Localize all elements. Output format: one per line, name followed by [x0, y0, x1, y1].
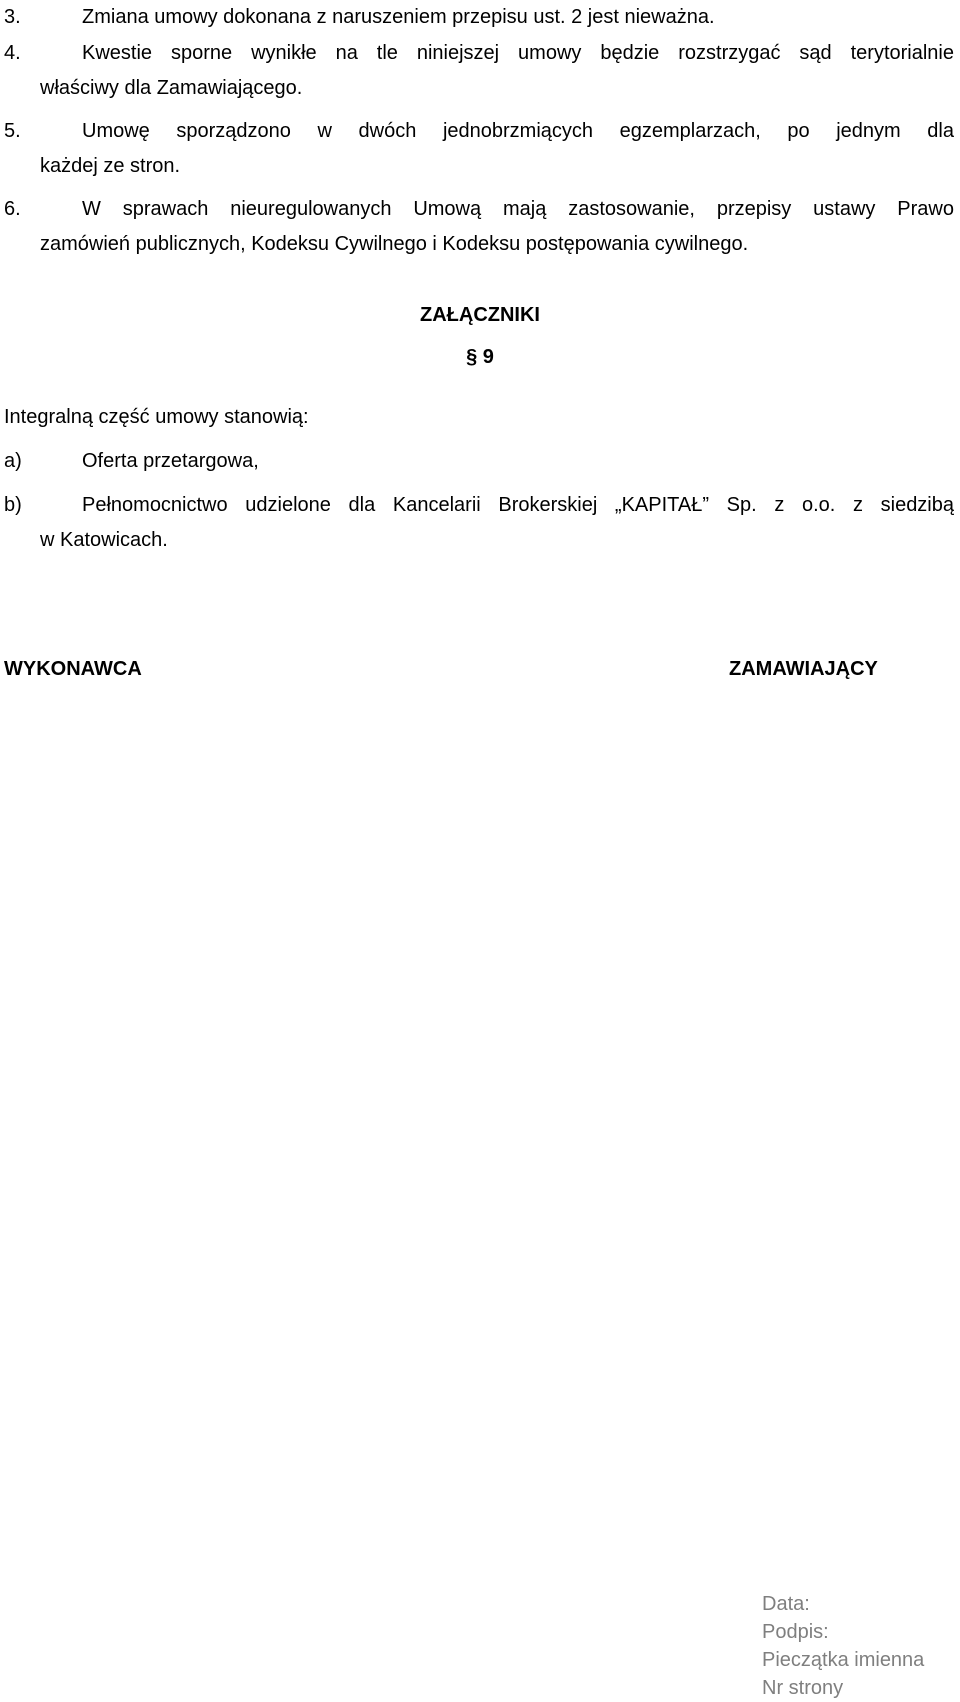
stamp-page-number-label: Nr strony: [762, 1677, 844, 1699]
signature-client-label: ZAMAWIAJĄCY: [729, 658, 878, 680]
clause-6-text-line2: zamówień publicznych, Kodeksu Cywilnego i Kodeksu postępowania cywilnego.: [40, 233, 749, 255]
footer-stamp: [762, 1590, 924, 1702]
stamp-date-label: Data:: [762, 1593, 810, 1615]
attachment-b-marker: b): [4, 494, 22, 516]
section-number: § 9: [466, 346, 494, 368]
clause-4-number: 4.: [4, 42, 21, 64]
clause-5-number: 5.: [4, 120, 21, 142]
clause-3-number: 3.: [4, 6, 21, 28]
clause-4-text-line1: Kwestie sporne wynikłe na tle niniejszej umowy będzie rozstrzygać sąd terytorialnie: [82, 42, 954, 64]
attachment-b-text-line1: Pełnomocnictwo udzielone dla Kancelarii Brokerskiej „KAPITAŁ” Sp. z o.o. z siedzibą: [82, 494, 954, 516]
attachments-intro: Integralną część umowy stanowią:: [4, 406, 309, 428]
clause-6-number: 6.: [4, 198, 21, 220]
attachment-b-text-line2: w Katowicach.: [40, 529, 168, 551]
signature-contractor-label: WYKONAWCA: [4, 658, 142, 680]
attachments-heading: ZAŁĄCZNIKI: [420, 304, 540, 326]
attachment-a-text: Oferta przetargowa,: [82, 450, 259, 472]
clause-5-text-line2: każdej ze stron.: [40, 155, 181, 177]
clause-4-text-line2: właściwy dla Zamawiającego.: [40, 77, 303, 99]
clause-3-text: Zmiana umowy dokonana z naruszeniem przepisu ust. 2 jest nieważna.: [82, 6, 715, 28]
attachment-a-marker: a): [4, 450, 22, 472]
stamp-signature-label: Podpis:: [762, 1621, 829, 1643]
clause-6-text-line1: W sprawach nieuregulowanych Umową mają zastosowanie, przepisy ustawy Prawo: [82, 198, 954, 220]
stamp-seal-label: Pieczątka imienna: [762, 1649, 925, 1671]
clause-5-text-line1: Umowę sporządzono w dwóch jednobrzmiących egzemplarzach, po jednym dla: [82, 120, 954, 142]
